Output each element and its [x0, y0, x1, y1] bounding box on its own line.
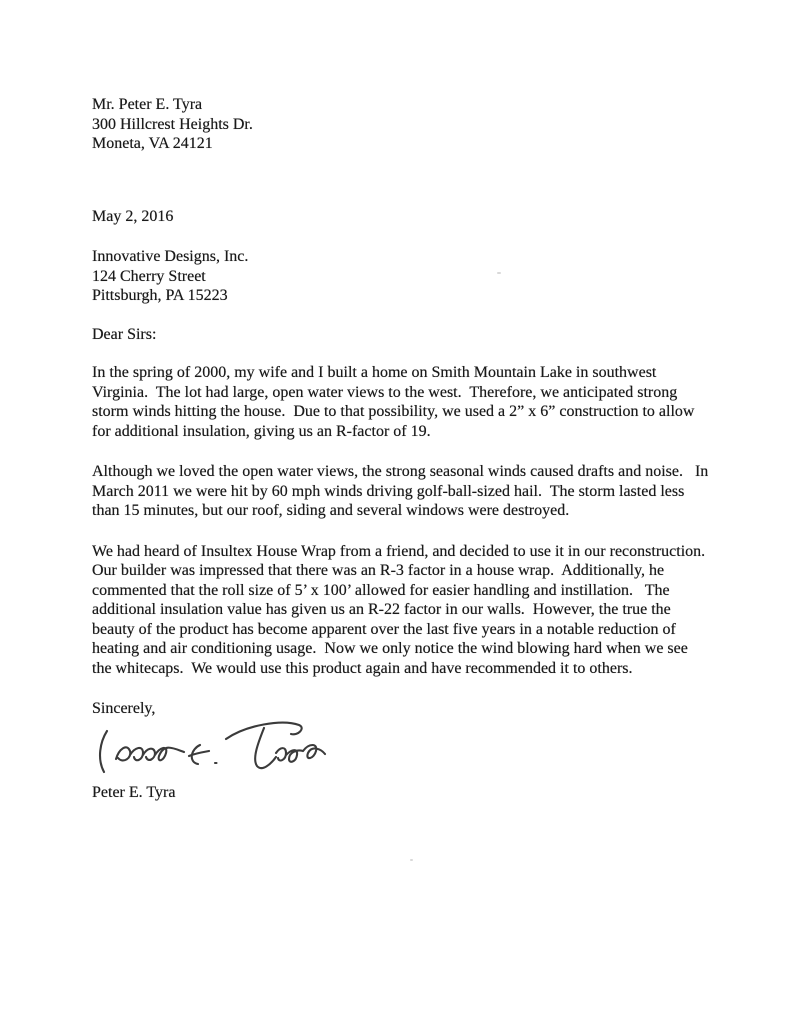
- scan-artifact: [497, 272, 501, 274]
- scan-artifact: [410, 859, 413, 861]
- closing: Sincerely,: [92, 700, 156, 717]
- body-paragraph-2: Although we loved the open water views, the strong seasonal winds caused drafts and noise. In March 2011 we were hit by 60 mph winds driving golf-ball-sized hail. The storm lasted less than 15 minutes, but our roof, siding and several windows were destroyed.: [92, 463, 713, 519]
- body-paragraph-3: We had heard of Insultex House Wrap from a friend, and decided to use it in our reconstruction. Our builder was impressed that there was an R-3 factor in a house wrap. Additionally, he commented that the roll size of 5’ x 100’ allowed for easier handling and instillation. The additional insulation value has given us an R-22 factor in our walls. However, the true the beauty of the product has become apparent over the last five years in a notable reduction of heating and air conditioning usage. Now we only notice the wind blowing hard when we see the whitecaps. We would use this product again and have recommended it to others.: [92, 542, 714, 677]
- letter-date: May 2, 2016: [92, 207, 174, 225]
- recipient-company: Innovative Designs, Inc.: [92, 248, 249, 265]
- recipient-address-line2: Pittsburgh, PA 15223: [92, 287, 228, 304]
- salutation: Dear Sirs:: [92, 325, 157, 343]
- body-paragraph-1: In the spring of 2000, my wife and I built a home on Smith Mountain Lake in southwest Virginia. The lot had large, open water views to the west. Therefore, we anticipated strong storm winds hitting the house. Due to that possibility, we used a 2” x 6” construction to allow for additional insulation, giving us an R-factor of 19.: [92, 364, 699, 440]
- sender-address-block: [92, 95, 709, 154]
- sender-address-line2: Moneta, VA 24121: [92, 135, 213, 152]
- sender-address-line1: 300 Hillcrest Heights Dr.: [92, 115, 253, 133]
- handwritten-signature-icon: [94, 715, 344, 777]
- sender-name: Mr. Peter E. Tyra: [92, 96, 203, 113]
- signed-name: Peter E. Tyra: [92, 783, 176, 801]
- recipient-address-line1: 124 Cherry Street: [92, 267, 206, 285]
- recipient-address-block: [92, 247, 709, 306]
